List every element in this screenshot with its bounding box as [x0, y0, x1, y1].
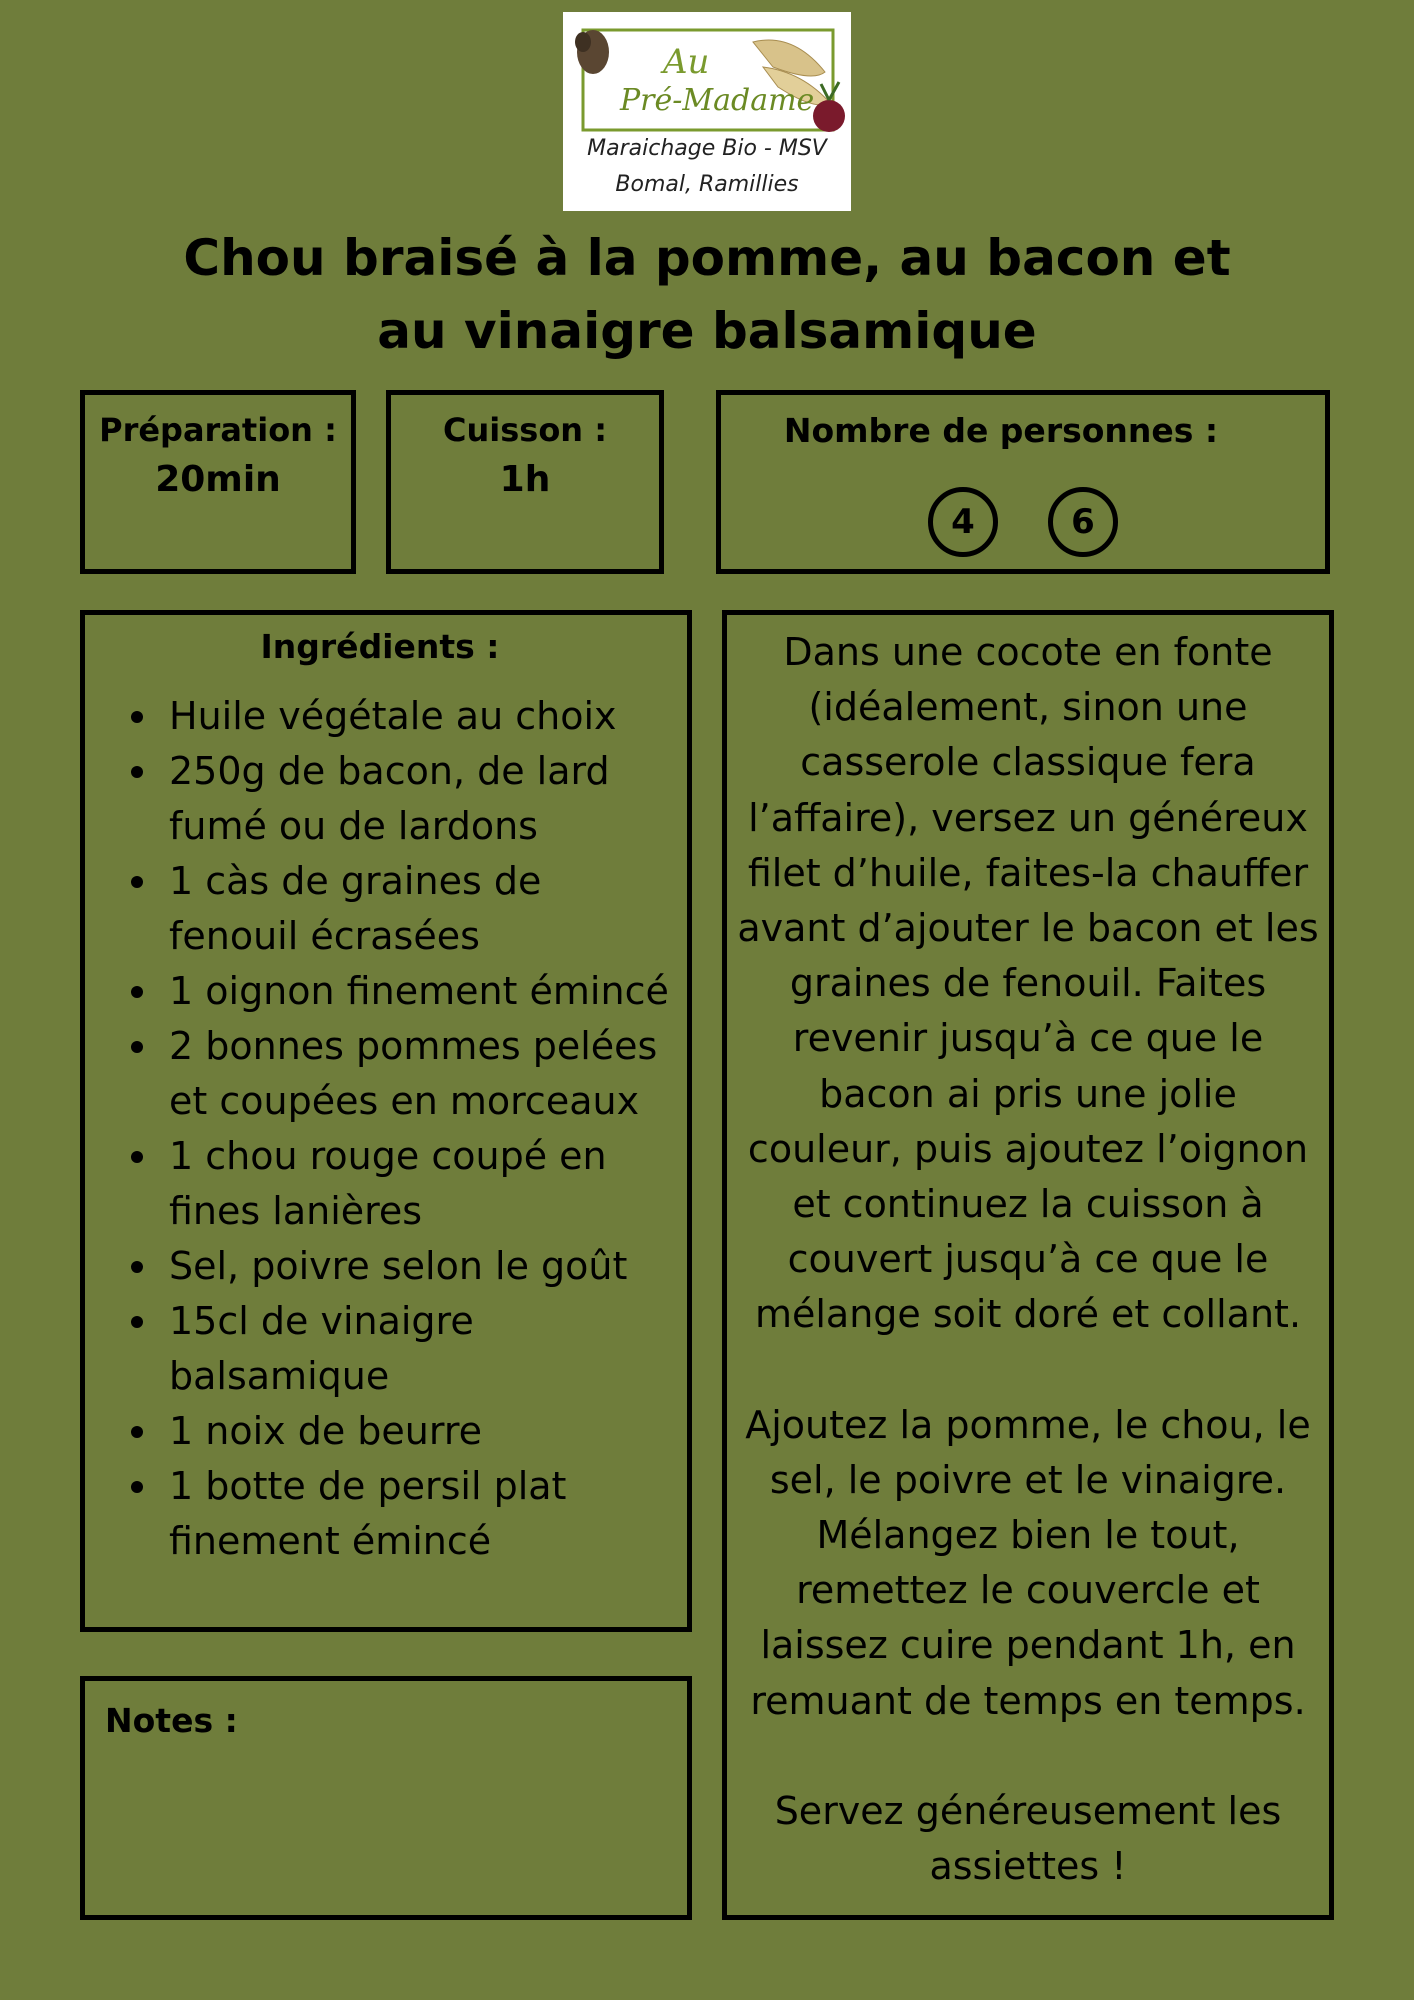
beetroot-icon [813, 100, 845, 132]
instruction-line: mélange soit doré et collant. [754, 1292, 1302, 1337]
cooking-label: Cuisson : [442, 411, 608, 449]
instructions-text [737, 625, 1319, 1894]
instruction-line: l’affaire), versez un généreux [748, 795, 1308, 840]
ingredient-line: fines lanières [169, 1189, 423, 1233]
instruction-line: remettez le couvercle et [796, 1568, 1260, 1613]
instruction-line: (idéalement, sinon une [808, 685, 1248, 730]
ingredient-line: 1 botte de persil plat [169, 1464, 567, 1508]
servings-option-4[interactable]: 4 [928, 487, 998, 557]
ingredient-line: 1 noix de beurre [169, 1409, 482, 1453]
recipe-title [120, 222, 1294, 368]
ingredient-item [169, 1459, 669, 1569]
preparation-label: Préparation : [99, 411, 337, 449]
instruction-paragraph [737, 625, 1319, 1343]
ingredient-item [169, 854, 669, 964]
ingredient-line: 1 càs de graines de [169, 859, 542, 903]
instruction-line: bacon ai pris une jolie [819, 1071, 1237, 1116]
ingredient-item [169, 964, 669, 1019]
ingredients-list [85, 689, 679, 1569]
instruction-line: couvert jusqu’à ce que le [787, 1237, 1269, 1282]
logo-tagline-1: Maraichage Bio - MSV [587, 136, 827, 161]
instruction-line: et continuez la cuisson à [792, 1182, 1264, 1227]
instruction-line: Ajoutez la pomme, le chou, le [745, 1402, 1311, 1447]
notes-box [80, 1676, 692, 1920]
instruction-line: remuant de temps en temps. [750, 1678, 1306, 1723]
instruction-paragraph [737, 1398, 1319, 1729]
instruction-line: sel, le poivre et le vinaigre. [769, 1457, 1287, 1502]
ingredient-line: fumé ou de lardons [169, 804, 538, 848]
servings-option-6[interactable]: 6 [1048, 487, 1118, 557]
ingredient-item [169, 1294, 669, 1404]
parsnip-icon [753, 40, 825, 76]
ingredient-line: Huile végétale au choix [169, 694, 617, 738]
ingredient-line: fenouil écrasées [169, 914, 480, 958]
ingredient-line: et coupées en morceaux [169, 1079, 640, 1123]
ingredient-line: 1 chou rouge coupé en [169, 1134, 607, 1178]
instruction-line: Servez généreusement les [774, 1788, 1282, 1833]
ingredient-item [169, 744, 669, 854]
cooking-box [386, 390, 664, 574]
ingredient-line: finement émincé [169, 1519, 492, 1563]
ingredient-line: 2 bonnes pommes pelées [169, 1024, 658, 1068]
ingredient-line: 1 oignon finement émincé [169, 969, 669, 1013]
logo-brand-line2: Pré-Madame [620, 83, 815, 118]
ingredient-item [169, 1129, 669, 1239]
preparation-box [80, 390, 356, 574]
servings-label: Nombre de personnes : [783, 411, 1219, 450]
instruction-line: avant d’ajouter le bacon et les [737, 906, 1319, 951]
ingredient-item [169, 689, 669, 744]
instruction-line: Dans une cocote en fonte [783, 630, 1273, 674]
instruction-line: laissez cuire pendant 1h, en [760, 1623, 1296, 1668]
instruction-line: filet d’huile, faites-la chauffer [747, 850, 1309, 895]
ingredient-line: balsamique [169, 1354, 390, 1398]
ingredient-item [169, 1239, 669, 1294]
instruction-line: casserole classique fera [800, 740, 1256, 785]
recipe-title-line1: Chou braisé à la pomme, au bacon et [183, 229, 1231, 287]
recipe-title-line2: au vinaigre balsamique [377, 302, 1037, 360]
instruction-line: revenir jusqu’à ce que le [792, 1016, 1264, 1061]
instruction-line: Mélangez bien le tout, [816, 1513, 1240, 1558]
logo [563, 12, 851, 211]
ingredient-item [169, 1019, 669, 1129]
ingredient-line: 250g de bacon, de lard [169, 749, 610, 793]
instruction-line: graines de fenouil. Faites [789, 961, 1267, 1006]
instruction-paragraph [737, 1784, 1319, 1894]
instructions-box [722, 610, 1334, 1920]
instruction-line: assiettes ! [929, 1844, 1127, 1889]
servings-box [716, 390, 1330, 574]
logo-tagline-2: Bomal, Ramillies [615, 172, 799, 197]
ingredient-item [169, 1404, 669, 1459]
ingredients-box [80, 610, 692, 1632]
instruction-line: couleur, puis ajoutez l’oignon [747, 1126, 1309, 1171]
notes-heading: Notes : [105, 1701, 238, 1740]
ingredient-line: 15cl de vinaigre [169, 1299, 474, 1343]
logo-brand-line1: Au [663, 42, 710, 82]
ingredients-heading: Ingrédients : [260, 627, 500, 666]
cooking-value: 1h [499, 459, 551, 500]
preparation-value: 20min [155, 459, 281, 500]
ingredient-line: Sel, poivre selon le goût [169, 1244, 628, 1288]
